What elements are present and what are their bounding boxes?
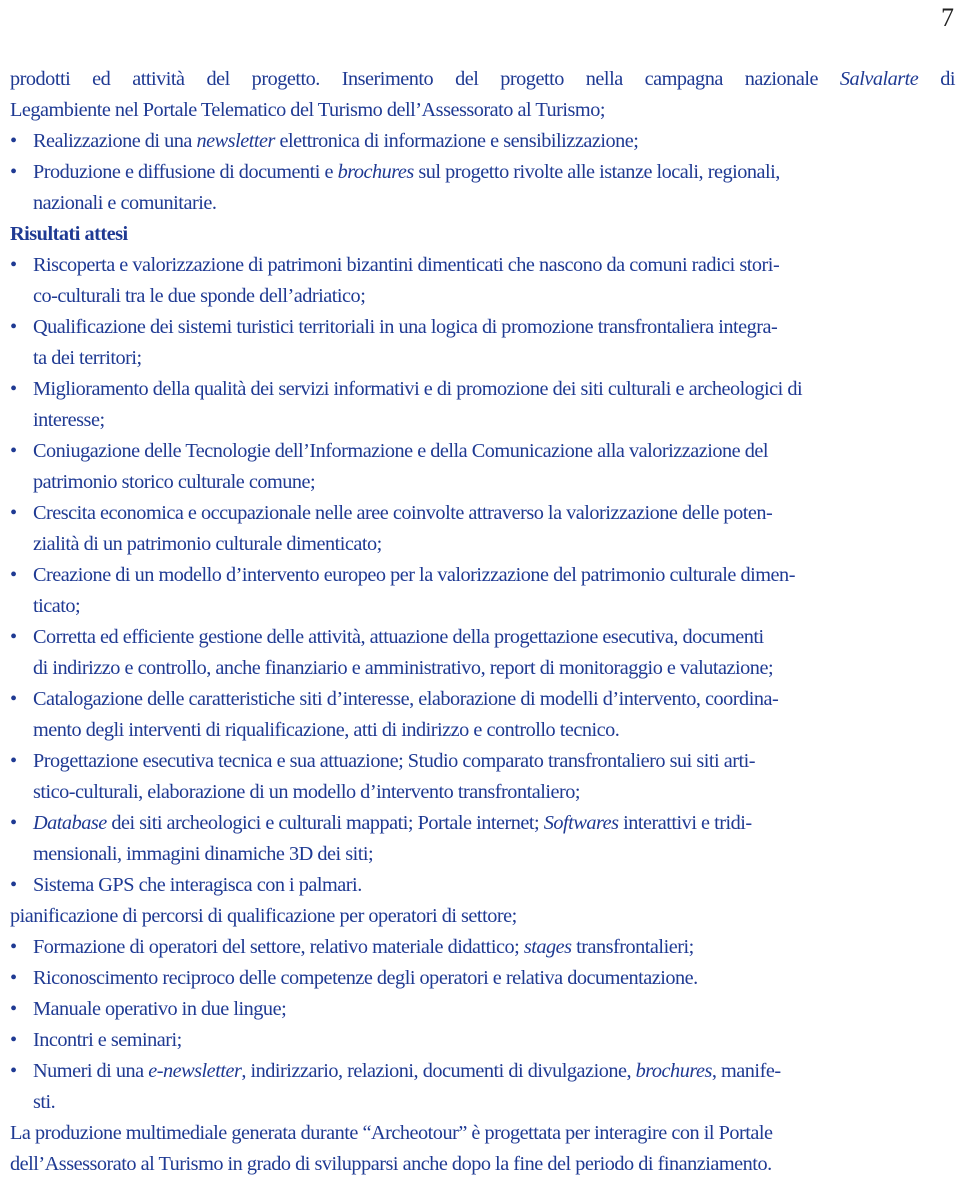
list-item: • Progettazione esecutiva tecnica e sua attuazione; Studio comparato transfrontaliero sui siti arti- — [10, 746, 955, 777]
bullet: • — [10, 626, 17, 648]
bullet: • — [10, 161, 17, 183]
text-line: Legambiente nel Portale Telematico del Turismo dell’Assessorato al Turismo; — [10, 99, 605, 121]
bullet: • — [10, 254, 17, 276]
text-line: dell’Assessorato al Turismo in grado di svilupparsi anche dopo la fine del periodo di finanziamento. — [10, 1153, 772, 1175]
section-heading: Risultati attesi — [10, 223, 128, 245]
text-line: pianificazione di percorsi di qualificazione per operatori di settore; — [10, 905, 517, 927]
text-line: prodotti ed attività del progetto. Inserimento del progetto nella campagna nazionale Salvalarte di — [10, 68, 955, 90]
list-item: • Coniugazione delle Tecnologie dell’Informazione e della Comunicazione alla valorizzazione del — [10, 436, 955, 467]
bullet: • — [10, 967, 17, 989]
text-line: ticato; — [33, 595, 81, 617]
bullet: • — [10, 316, 17, 338]
list-item: • Numeri di una e-newsletter, indirizzario, relazioni, documenti di divulgazione, brochures, manife- — [10, 1056, 955, 1087]
text-line: interesse; — [33, 409, 105, 431]
text-line: sti. — [33, 1091, 56, 1113]
list-item: • Manuale operativo in due lingue; — [10, 994, 955, 1025]
bullet: • — [10, 378, 17, 400]
list-item: • Riscoperta e valorizzazione di patrimoni bizantini dimenticati che nascono da comuni radici stori- — [10, 250, 955, 281]
text-line: ta dei territori; — [33, 347, 142, 369]
bullet: • — [10, 750, 17, 772]
bullet: • — [10, 998, 17, 1020]
list-item: • Produzione e diffusione di documenti e brochures sul progetto rivolte alle istanze locali, regionali, — [10, 157, 955, 188]
bullet: • — [10, 874, 17, 896]
bullet: • — [10, 440, 17, 462]
bullet: • — [10, 812, 17, 834]
bullet: • — [10, 936, 17, 958]
bullet: • — [10, 1029, 17, 1051]
list-item: • Incontri e seminari; — [10, 1025, 955, 1056]
text-line: mento degli interventi di riqualificazione, atti di indirizzo e controllo tecnico. — [33, 719, 620, 741]
text-line: La produzione multimediale generata durante “Archeotour” è progettata per interagire con il Portale — [10, 1122, 773, 1144]
list-item: • Formazione di operatori del settore, relativo materiale didattico; stages transfrontalieri; — [10, 932, 955, 963]
text-line: co-culturali tra le due sponde dell’adriatico; — [33, 285, 366, 307]
list-item: • Qualificazione dei sistemi turistici territoriali in una logica di promozione transfrontaliera integra- — [10, 312, 955, 343]
bullet: • — [10, 502, 17, 524]
document-body — [10, 64, 955, 1180]
text-line: nazionali e comunitarie. — [33, 192, 217, 214]
bullet: • — [10, 130, 17, 152]
list-item: • Catalogazione delle caratteristiche siti d’interesse, elaborazione di modelli d’intervento, coordina- — [10, 684, 955, 715]
page-number: 7 — [941, 3, 954, 32]
text-line: mensionali, immagini dinamiche 3D dei siti; — [33, 843, 374, 865]
list-item: • Realizzazione di una newsletter elettronica di informazione e sensibilizzazione; — [10, 126, 955, 157]
bullet: • — [10, 1060, 17, 1082]
text-line: di indirizzo e controllo, anche finanziario e amministrativo, report di monitoraggio e valutazione; — [33, 657, 774, 679]
list-item: • Corretta ed efficiente gestione delle attività, attuazione della progettazione esecutiva, documenti — [10, 622, 955, 653]
bullet: • — [10, 688, 17, 710]
list-item: • Creazione di un modello d’intervento europeo per la valorizzazione del patrimonio culturale dimen- — [10, 560, 955, 591]
list-item: • Database dei siti archeologici e culturali mappati; Portale internet; Softwares interattivi e tridi- — [10, 808, 955, 839]
text-line: patrimonio storico culturale comune; — [33, 471, 316, 493]
list-item: • Miglioramento della qualità dei servizi informativi e di promozione dei siti culturali e archeologici di — [10, 374, 955, 405]
list-item: • Sistema GPS che interagisca con i palmari. — [10, 870, 955, 901]
text-line: stico-culturali, elaborazione di un modello d’intervento transfrontaliero; — [33, 781, 581, 803]
list-item: • Riconoscimento reciproco delle competenze degli operatori e relativa documentazione. — [10, 963, 955, 994]
list-item: • Crescita economica e occupazionale nelle aree coinvolte attraverso la valorizzazione delle poten- — [10, 498, 955, 529]
text-line: zialità di un patrimonio culturale dimenticato; — [33, 533, 382, 555]
bullet: • — [10, 564, 17, 586]
